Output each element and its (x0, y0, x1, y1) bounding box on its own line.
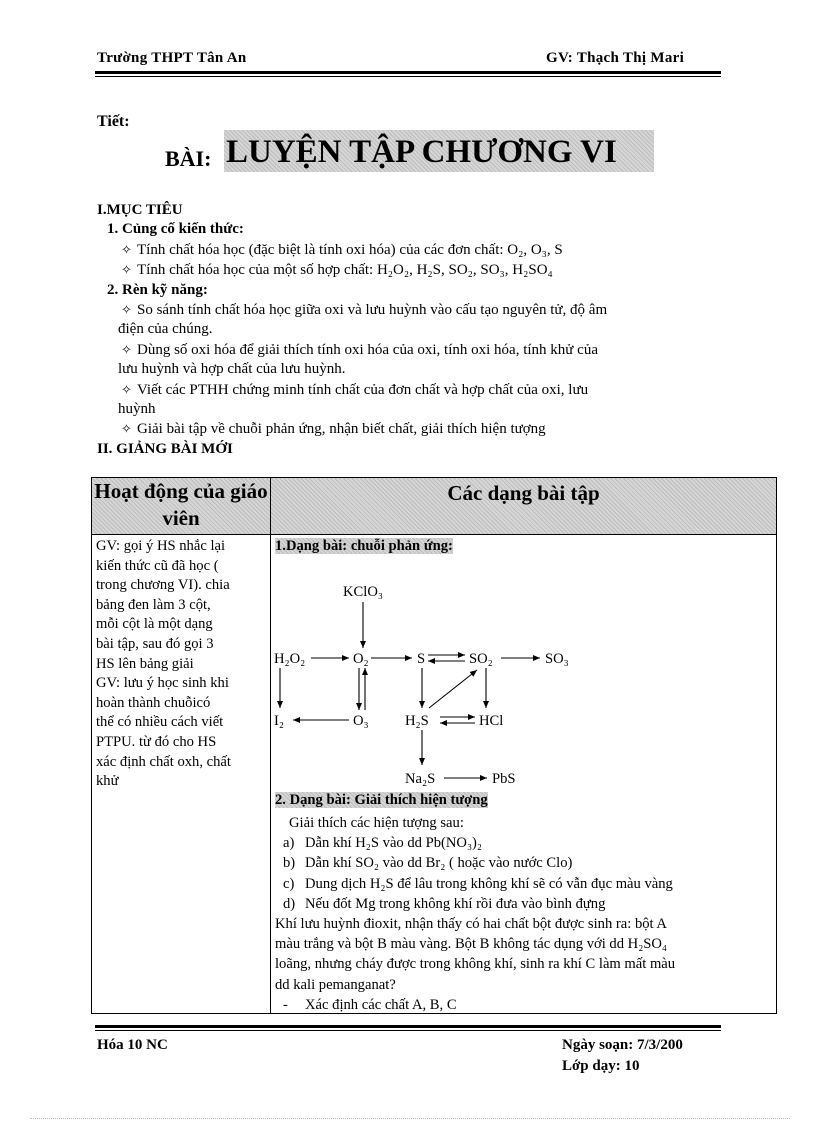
teacher-activity-line: HS lên bảng giải (96, 655, 194, 672)
footer-rule-thin (95, 1030, 721, 1031)
teacher-activity-line: xác định chất oxh, chất (96, 753, 231, 770)
node-hcl: HCl (479, 713, 504, 729)
footer-rule (95, 1025, 721, 1028)
node-s: S (417, 651, 426, 667)
phenomena-list (275, 833, 765, 914)
skills-heading: 2. Rèn kỹ năng: (107, 281, 208, 298)
objective-item: ✧ Tính chất hóa học của một số hợp chất: H₂O₂, H₂S, SO₂, SO₃, H₂SO₄ (121, 262, 553, 279)
lesson-heading: II. GIẢNG BÀI MỚI (97, 440, 233, 457)
diamond-bullet-icon: ✧ (121, 241, 132, 257)
exercise-cell (271, 535, 777, 1014)
item-text: Dẫn khí SO₂ vào dd Br₂ ( hoặc vào nước Clo) (305, 855, 573, 872)
diamond-bullet-icon: ✧ (121, 421, 132, 437)
teacher-activity-line: thể có nhiều cách viết (96, 714, 224, 731)
phenomenon-item (275, 853, 765, 873)
class-label: Lớp dạy: 10 (562, 1058, 640, 1074)
objective-item-cont: lưu huỳnh và hợp chất của lưu huỳnh. (118, 361, 346, 378)
diamond-bullet-icon: ✧ (121, 381, 132, 397)
diamond-bullet-icon: ✧ (121, 302, 132, 318)
teacher-activity-line: bảng đen làm 3 cột, (96, 596, 211, 613)
paragraph-line: Khí lưu huỳnh đioxit, nhận thấy có hai chất bột được sinh ra: bột A (275, 916, 667, 933)
node-so2: SO₂ (469, 651, 493, 667)
school-name: Trường THPT Tân An (97, 50, 247, 66)
node-na2s: Na₂S (405, 771, 436, 787)
header-rule (95, 71, 721, 74)
node-kclo3: KClO₃ (343, 584, 383, 600)
teacher-activity-line: PTPU. từ đó cho HS (96, 733, 217, 750)
item-marker: d) (283, 895, 296, 912)
node-o3: O₃ (353, 713, 369, 729)
reaction-scheme (271, 560, 771, 800)
item-text: Dung dịch H₂S để lâu trong không khí sẽ có vẫn đục màu vàng (305, 875, 673, 892)
phenomenon-item (275, 874, 765, 894)
teacher-activity-cell (92, 535, 271, 1014)
teacher-name: GV: Thạch Thị Mari (546, 50, 685, 66)
teacher-activity-line: mỗi cột là một dạng (96, 616, 213, 633)
col-header-teacher: Hoạt động của giáo viên (92, 478, 271, 535)
explain-block (275, 813, 765, 1015)
item-marker: b) (283, 855, 296, 872)
teacher-activity-line: kiến thức cũ đã học ( (96, 557, 219, 574)
node-pbs: PbS (492, 771, 516, 787)
diamond-bullet-icon: ✧ (121, 341, 132, 357)
objective-item: ✧ Tính chất hóa học (đặc biệt là tính oxi hóa) của các đơn chất: O₂, O₃, S (121, 241, 563, 258)
lesson-label: BÀI: (165, 146, 212, 171)
node-o2: O₂ (353, 651, 369, 667)
phenomenon-item (275, 894, 765, 914)
item-marker: c) (283, 875, 295, 892)
objective-item: ✧ Viết các PTHH chứng minh tính chất của đơn chất và hợp chất của oxi, lưu (121, 381, 589, 398)
teacher-activity-line: GV: lưu ý học sinh khi (96, 675, 229, 692)
item-text: Nếu đốt Mg trong không khí rồi đưa vào bình đựng (305, 895, 606, 912)
col-header-exercises: Các dạng bài tập (271, 478, 777, 535)
objective-item-cont: điện của chúng. (118, 321, 213, 338)
prep-date: Ngày soạn: 7/3/200 (562, 1037, 683, 1053)
knowledge-heading: 1. Củng cố kiến thức: (107, 221, 244, 238)
item-text: Dẫn khí H₂S vào dd Pb(NO₃)₂ (305, 835, 482, 852)
section-2-title: 2. Dạng bài: Giải thích hiện tượng (275, 792, 488, 808)
item-marker: a) (283, 835, 295, 852)
objectives-section (97, 201, 717, 459)
objective-item-cont: huỳnh (118, 401, 156, 418)
page-edge (30, 1118, 790, 1119)
phenomenon-item (275, 833, 765, 853)
objective-item: ✧ Dùng số oxi hóa để giải thích tính oxi hóa của oxi, tính oxi hóa, tính khử của (121, 341, 598, 358)
section-1-title: 1.Dạng bài: chuỗi phản ứng: (275, 538, 453, 554)
subject-label: Hóa 10 NC (97, 1037, 168, 1053)
header-rule-thin (95, 76, 721, 77)
node-i2: I₂ (274, 713, 284, 729)
paragraph-line: màu trắng và bột B màu vàng. Bột B không tác dụng với dd H₂SO₄ (275, 936, 668, 953)
objective-item: ✧ So sánh tính chất hóa học giữa oxi và lưu huỳnh vào cấu tạo nguyên tử, độ âm (121, 302, 608, 319)
teacher-activity-line: GV: gọi ý HS nhắc lại (96, 538, 226, 554)
teacher-activity-line: khử (96, 773, 119, 790)
teacher-activity-line: trong chương VI). chia (96, 577, 230, 594)
teacher-activity-line: hoàn thành chuỗicó (96, 694, 211, 711)
explain-intro: Giải thích các hiện tượng sau: (289, 815, 464, 831)
objectives-heading: I.MỤC TIÊU (97, 202, 183, 218)
node-h2s: H₂S (405, 713, 429, 729)
teacher-activity-text (92, 535, 270, 792)
lesson-title: LUYỆN TẬP CHƯƠNG VI (224, 130, 654, 172)
node-so3: SO₃ (545, 651, 569, 667)
paragraph-line: loãng, nhưng cháy được trong không khí, sinh ra khí C làm mất màu (275, 956, 676, 973)
period-label: Tiết: (97, 113, 130, 130)
arrow-h2s-so2 (429, 670, 477, 708)
problem-question: - Xác định các chất A, B, C (283, 996, 457, 1013)
diamond-bullet-icon: ✧ (121, 262, 132, 278)
node-h2o2: H₂O₂ (274, 651, 306, 667)
paragraph-line: dd kali pemanganat? (275, 976, 396, 993)
problem-paragraph (275, 914, 765, 995)
objective-item: ✧ Giải bài tập về chuỗi phản ứng, nhận biết chất, giải thích hiện tượng (121, 421, 546, 438)
activities-table (91, 477, 777, 1014)
teacher-activity-line: bài tập, sau đó gọi 3 (96, 635, 214, 652)
